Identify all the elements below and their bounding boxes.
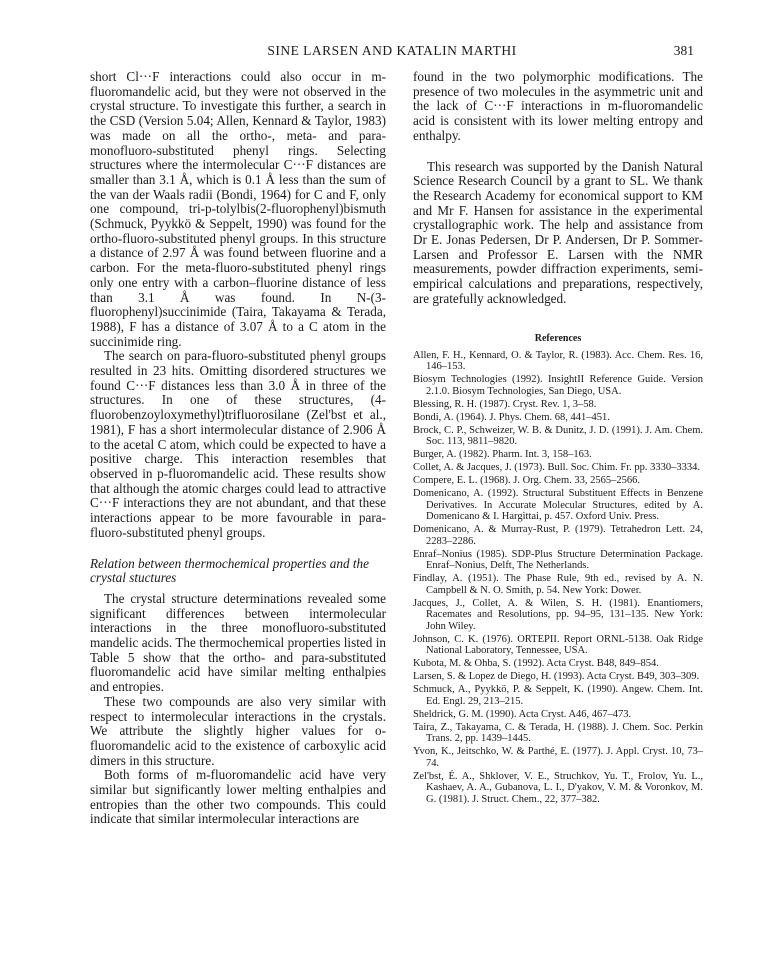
- reference-entry: Enraf–Nonius (1985). SDP-Plus Structure Determination Package. Enraf–Nonius, Delft, The Netherlands.: [413, 548, 703, 572]
- running-title: SINE LARSEN AND KATALIN MARTHI: [267, 43, 517, 58]
- page-number: 381: [673, 43, 694, 58]
- reference-entry: Brock, C. P., Schweizer, W. B. & Dunitz, J. D. (1991). J. Am. Chem. Soc. 113, 9811–9820.: [413, 424, 703, 448]
- page-header: [90, 43, 694, 63]
- reference-entry: Kubota, M. & Ohba, S. (1992). Acta Cryst. B48, 849–854.: [413, 658, 659, 670]
- reference-entry: Allen, F. H., Kennard, O. & Taylor, R. (1983). Acc. Chem. Res. 16, 146–153.: [413, 349, 703, 373]
- reference-entry: Collet, A. & Jacques, J. (1973). Bull. Soc. Chim. Fr. pp. 3330–3334.: [413, 462, 701, 474]
- left-column: [90, 70, 386, 827]
- reference-entry: Jacques, J., Collet, A. & Wilen, S. H. (1981). Enantiomers, Racemates and Resolutions, pp. 94–95, 131–135. New York: John Wiley.: [413, 597, 703, 632]
- reference-entry: Domenicano, A. (1992). Structural Substituent Effects in Benzene Derivatives. In Accurate Molecular Structures, edited by A. Domenicano & I. Hargittai, p. 457. Oxford Univ. Press.: [413, 488, 703, 523]
- references-heading: References: [534, 332, 582, 344]
- body-paragraph: The search on para-fluoro-substituted phenyl groups resulted in 23 hits. Omitting disordered structures we found C···F distances less than 3.0 Å in three of the structures. In one of these structures, (4-fluorobenzoyloxymethyl)trifluorosilane (Zel'bst et al., 1981), F has a short intermolecular distance of 2.906 Å to the acetal C atom, which could be expected to have a positive charge. This interaction resembles that observed in p-fluoromandelic acid. These results show that although the atomic charges could lead to attractive C···F interactions they are not abundant, and that these interactions appear to be more favourable in para-fluoro-substituted phenyl groups.: [90, 348, 386, 540]
- reference-entry: Biosym Technologies (1992). InsightII Reference Guide. Version 2.1.0. Biosym Technologies, San Diego, USA.: [413, 374, 703, 397]
- reference-entry: Blessing, R. H. (1987). Cryst. Rev. 1, 3–58.: [413, 398, 597, 410]
- reference-entry: Zel'bst, É. A., Shklover, V. E., Struchkov, Yu. T., Frolov, Yu. L., Kashaev, A. A., Gubanova, L. I., D'yakov, V. M. & Voronkov, M. G. (1981). J. Struct. Chem., 22, 377–382.: [413, 770, 703, 805]
- reference-list: [413, 350, 703, 806]
- reference-entry: Taira, Z., Takayama, C. & Terada, H. (1988). J. Chem. Soc. Perkin Trans. 2, pp. 1439–1445.: [413, 721, 703, 745]
- reference-entry: Yvon, K., Jeitschko, W. & Parthé, E. (1977). J. Appl. Cryst. 10, 73–74.: [413, 746, 703, 769]
- reference-entry: Burger, A. (1982). Pharm. Int. 3, 158–163.: [413, 449, 592, 461]
- reference-entry: Domenicano, A. & Murray-Rust, P. (1979). Tetrahedron Lett. 24, 2283–2286.: [413, 524, 703, 547]
- reference-entry: Findlay, A. (1951). The Phase Rule, 9th ed., revised by A. N. Campbell & N. O. Smith, p. 54. New York: Dower.: [413, 573, 703, 596]
- reference-entry: Compere, E. L. (1968). J. Org. Chem. 33, 2565–2566.: [413, 475, 640, 487]
- acknowledgement-paragraph: This research was supported by the Danish Natural Science Research Council by a grant to SL. We thank the Research Academy for economical support to KM and Mr F. Hansen for assistance in the experimental crystallographic work. The help and assistance from Dr E. Jonas Pedersen, Dr P. Andersen, Dr P. Sommer-Larsen and Professor E. Larsen with the NMR measurements, powder diffraction experiments, semi-empirical calculations and preparations, respectively, are gratefully acknowledged.: [413, 158, 703, 306]
- body-paragraph: short Cl···F interactions could also occur in m-fluoromandelic acid, but they were not observed in the crystal structure. To investigate this further, a search in the CSD (Version 5.04; Allen, Kennard & Taylor, 1983) was made on all the ortho-, meta- and para-monofluoro-substituted phenyl rings. Selecting structures where the intermolecular C···F distances are smaller than 3.1 Å, which is 0.1 Å less than the sum of the van der Waals radii (Bondi, 1964) for C and F, only one compound, tri-p-tolylbis(2-fluorophenyl)bismuth (Schmuck, Pyykkö & Seppelt, 1990) was found for the ortho-fluoro-substituted phenyl groups. In this structure a distance of 2.97 Å was found between fluorine and a carbon. For the meta-fluoro-substituted phenyl rings only one entry with a carbon–fluorine distance of less than 3.1 Å was found. In N-(3-fluorophenyl)succinimide (Taira, Takayama & Terada, 1988), F has a distance of 3.07 Å to a C atom in the succinimide ring.: [90, 69, 386, 349]
- reference-entry: Schmuck, A., Pyykkö, P. & Seppelt, K. (1990). Angew. Chem. Int. Ed. Engl. 29, 213–215.: [413, 684, 703, 707]
- body-paragraph: The crystal structure determinations revealed some significant differences between intermolecular interactions in the three monofluoro-substituted mandelic acids. The thermochemical properties listed in Table 5 show that the ortho- and para-substituted fluoromandelic acid have similar melting enthalpies and entropies.: [90, 590, 386, 695]
- reference-entry: Johnson, C. K. (1976). ORTEPII. Report ORNL-5138. Oak Ridge National Laboratory, Tennessee, USA.: [413, 633, 703, 657]
- body-paragraph: found in the two polymorphic modifications. The presence of two molecules in the asymmetric unit and the lack of C···F interactions in m-fluoromandelic acid is consistent with its lower melting entropy and enthalpy.: [413, 69, 703, 143]
- section-heading: Relation between thermochemical properties and the crystal stuctures: [90, 555, 369, 586]
- reference-entry: Larsen, S. & Lopez de Diego, H. (1993). Acta Cryst. B49, 303–309.: [413, 671, 700, 683]
- reference-entry: Bondi, A. (1964). J. Phys. Chem. 68, 441–451.: [413, 411, 610, 423]
- right-column: [413, 70, 703, 807]
- body-paragraph: Both forms of m-fluoromandelic acid have very similar but significantly lower melting enthalpies and entropies than the other two compounds. This could indicate that similar intermolecular interactions are: [90, 767, 386, 827]
- body-paragraph: These two compounds are also very similar with respect to intermolecular interactions in the crystals. We attribute the slightly higher values for o-fluoromandelic acid to the existence of carboxylic acid dimers in this structure.: [90, 693, 386, 768]
- reference-entry: Sheldrick, G. M. (1990). Acta Cryst. A46, 467–473.: [413, 708, 632, 720]
